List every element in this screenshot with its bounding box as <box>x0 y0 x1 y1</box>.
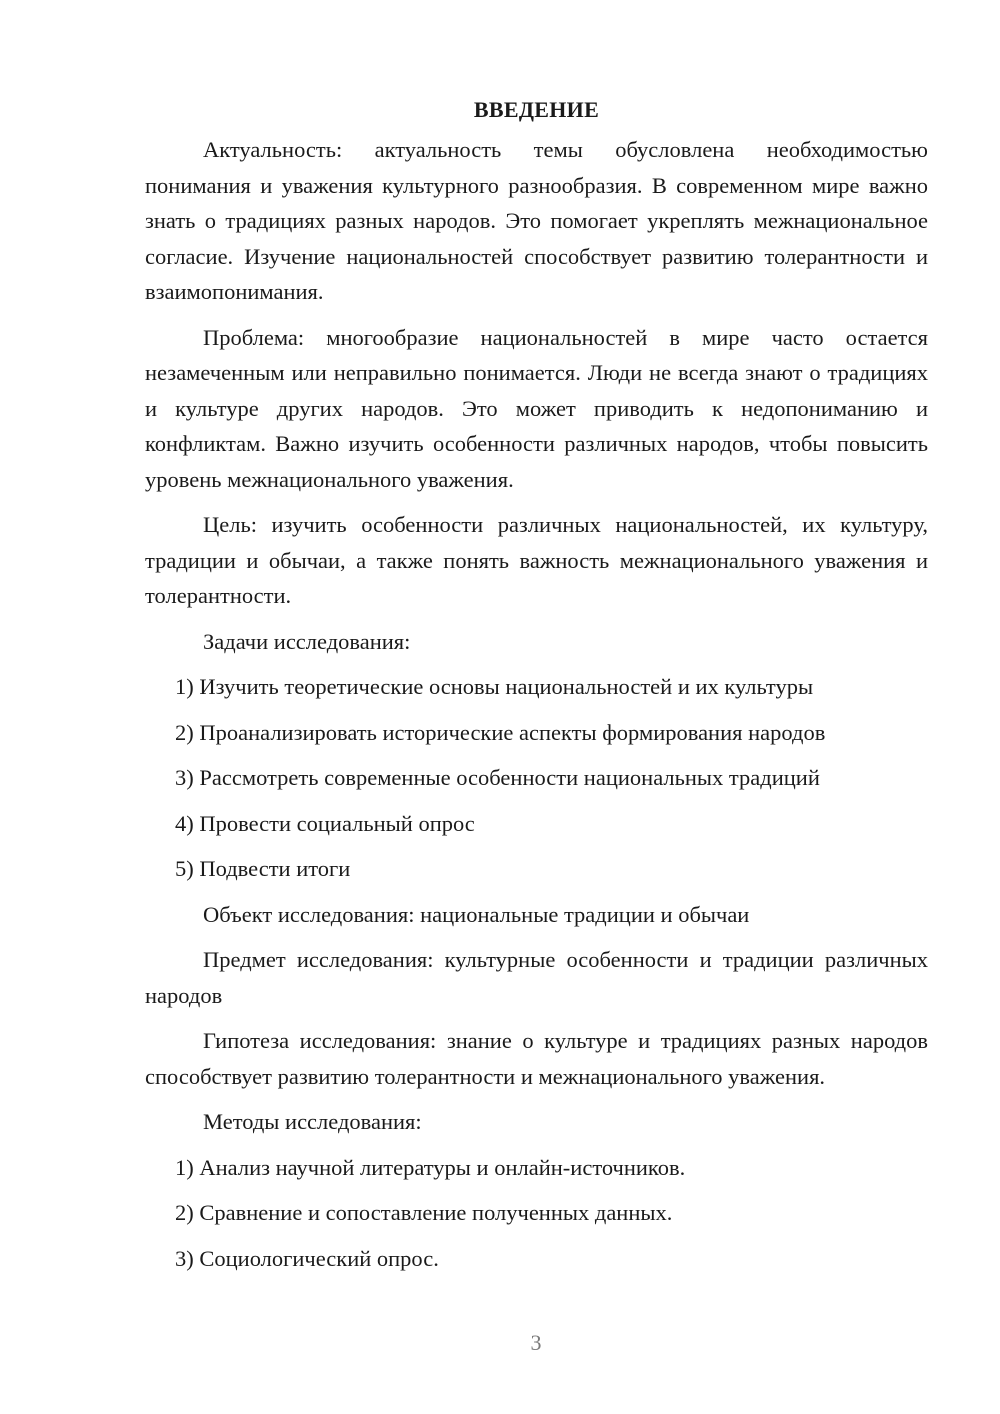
page-number: 3 <box>530 1330 542 1355</box>
page-title: ВВЕДЕНИЕ <box>473 97 600 122</box>
object-paragraph: Объект исследования: национальные традиции и обычаи <box>203 901 750 927</box>
subject-paragraph: Предмет исследования: культурные особенности и традиции различных народов <box>145 947 928 1008</box>
task-item: 5) Подвести итоги <box>175 856 351 881</box>
tasks-heading: Задачи исследования: <box>203 628 411 654</box>
method-item: 2) Сравнение и сопоставление полученных данных. <box>175 1200 673 1225</box>
goal-paragraph: Цель: изучить особенности различных национальностей, их культуру, традиции и обычаи, а также понять важность межнационального уважения и толерантности. <box>145 512 928 608</box>
hypothesis-paragraph: Гипотеза исследования: знание о культуре и традициях разных народов способствует развитию толерантности и межнационального уважения. <box>145 1028 928 1089</box>
method-item: 1) Анализ научной литературы и онлайн-источников. <box>175 1154 686 1180</box>
task-item: 3) Рассмотреть современные особенности национальных традиций <box>175 765 820 790</box>
task-item: 2) Проанализировать исторические аспекты формирования народов <box>175 719 826 745</box>
relevance-paragraph: Актуальность: актуальность темы обусловлена необходимостью понимания и уважения культурного разнообразия. В современном мире важно знать о традициях разных народов. Это помогает укреплять межнациональное согласие. Изучение национальностей способствует развитию толерантности и взаимопонимания. <box>145 137 928 304</box>
problem-paragraph: Проблема: многообразие национальностей в мире часто остается незамеченным или неправильно понимается. Люди не всегда знают о традициях и культуре других народов. Это может приводить к недопониманию и конфликтам. Важно изучить особенности различных народов, чтобы повысить уровень межнационального уважения. <box>145 324 928 492</box>
task-item: 4) Провести социальный опрос <box>175 810 475 836</box>
method-item: 3) Социологический опрос. <box>175 1245 439 1271</box>
methods-heading: Методы исследования: <box>203 1109 422 1134</box>
task-item: 1) Изучить теоретические основы национальностей и их культуры <box>175 674 814 699</box>
document-page <box>145 92 928 1276</box>
